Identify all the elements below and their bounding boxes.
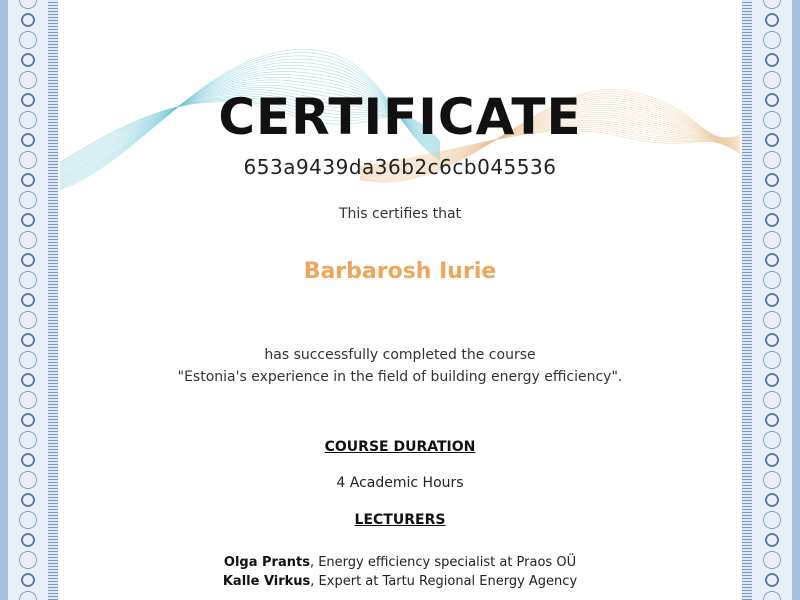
lecturer-role: , Energy efficiency specialist at Praos OÜ bbox=[309, 555, 577, 570]
border-stripe bbox=[742, 0, 752, 600]
border-pattern bbox=[8, 0, 48, 600]
lecturer-role: , Expert at Tartu Regional Energy Agency bbox=[310, 574, 578, 589]
course-title: "Estonia's experience in the field of building energy efficiency". bbox=[177, 369, 623, 385]
right-decorative-border bbox=[742, 0, 800, 600]
certifies-text: This certifies that bbox=[338, 206, 462, 222]
recipient-name: Barbarosh Iurie bbox=[303, 259, 497, 284]
lecturers-heading: LECTURERS bbox=[354, 512, 446, 528]
lecturer-entry bbox=[60, 574, 740, 589]
border-pattern bbox=[752, 0, 792, 600]
certificate-id: 653a9439da36b2c6cb045536 bbox=[243, 155, 557, 179]
completion-line: has successfully completed the course bbox=[264, 347, 536, 363]
border-stripe bbox=[48, 0, 58, 600]
left-decorative-border bbox=[0, 0, 58, 600]
certificate-title: CERTIFICATE bbox=[218, 88, 582, 146]
completion-text bbox=[60, 344, 740, 388]
duration-heading: COURSE DURATION bbox=[324, 439, 476, 455]
lecturer-name: Olga Prants bbox=[223, 555, 310, 570]
duration-value: 4 Academic Hours bbox=[336, 475, 464, 491]
certificate-body bbox=[60, 0, 740, 600]
lecturer-entry bbox=[60, 555, 740, 570]
lecturer-name: Kalle Virkus bbox=[222, 574, 311, 589]
